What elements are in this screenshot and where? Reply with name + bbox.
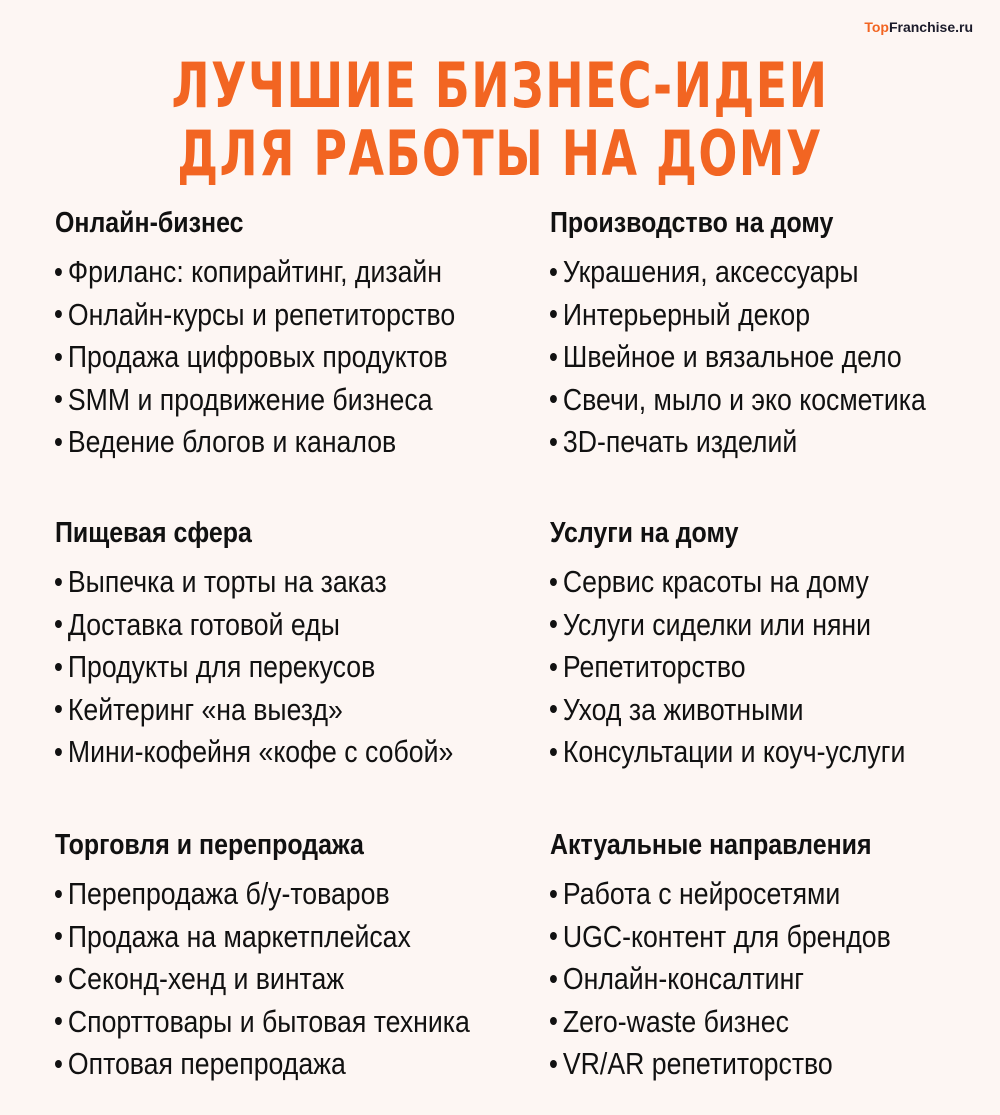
idea-list <box>55 873 515 1086</box>
bullet-icon <box>550 1060 557 1068</box>
list-item <box>550 336 946 379</box>
list-item-label: Спорттовары и бытовая техника <box>67 1003 470 1039</box>
list-item <box>55 916 451 959</box>
list-item <box>55 1043 451 1086</box>
list-item-label: Онлайн-консалтинг <box>562 961 805 996</box>
bullet-icon <box>550 395 557 403</box>
list-item <box>55 1001 470 1044</box>
bullet-icon <box>550 438 557 446</box>
bullet-icon <box>55 438 62 446</box>
bullet-icon <box>55 268 62 276</box>
bullet-icon <box>550 705 557 713</box>
brand-logo-part1: Top <box>864 19 889 35</box>
bullet-icon <box>550 975 557 983</box>
bullet-icon <box>55 310 62 318</box>
bullet-icon <box>550 620 557 628</box>
list-item <box>55 604 451 647</box>
bullet-icon <box>550 310 557 318</box>
list-item-label: Оптовая перепродажа <box>67 1046 346 1081</box>
page-title <box>0 49 1000 190</box>
list-item <box>55 251 451 294</box>
list-item-label: UGC-контент для брендов <box>562 918 891 954</box>
list-item-label: Свечи, мыло и эко косметика <box>562 381 926 417</box>
bullet-icon <box>550 268 557 276</box>
section-trade-resale <box>55 827 515 1086</box>
list-item-label: Работа с нейросетями <box>562 876 841 911</box>
bullet-icon <box>55 932 62 940</box>
page-title-line-1: ЛУЧШИЕ БИЗНЕС-ИДЕИ <box>171 49 829 122</box>
list-item-label: 3D-печать изделий <box>562 424 798 459</box>
list-item <box>55 731 454 774</box>
section-heading: Торговля и перепродажа <box>55 829 364 861</box>
list-item <box>55 421 451 464</box>
list-item-label: Секонд-хенд и винтаж <box>67 961 345 996</box>
idea-list <box>550 561 1000 774</box>
list-item <box>550 916 946 959</box>
section-heading: Актуальные направления <box>550 829 872 861</box>
list-item-label: Консультации и коуч-услуги <box>562 734 906 769</box>
bullet-icon <box>55 1017 62 1025</box>
idea-list <box>55 561 515 774</box>
list-item-label: VR/AR репетиторство <box>562 1046 833 1081</box>
list-item <box>550 251 946 294</box>
bullet-icon <box>550 663 557 671</box>
bullet-icon <box>55 975 62 983</box>
section-heading: Пищевая сфера <box>55 517 252 549</box>
bullet-icon <box>55 353 62 361</box>
bullet-icon <box>55 578 62 586</box>
bullet-icon <box>55 748 62 756</box>
list-item-label: Ведение блогов и каналов <box>67 424 397 459</box>
list-item-label: Перепродажа б/у-товаров <box>67 876 390 911</box>
bullet-icon <box>550 1017 557 1025</box>
list-item <box>550 1001 946 1044</box>
bullet-icon <box>550 932 557 940</box>
list-item-label: Репетиторство <box>562 649 746 684</box>
list-item-label: Кейтеринг «на выезд» <box>67 691 343 727</box>
list-item <box>550 421 946 464</box>
bullet-icon <box>550 748 557 756</box>
brand-logo-part2: Franchise.ru <box>888 19 973 35</box>
list-item-label: Zero-waste бизнес <box>562 1003 789 1039</box>
section-home-services <box>550 515 1000 774</box>
bullet-icon <box>55 663 62 671</box>
list-item-label: Мини-кофейня «кофе с собой» <box>67 734 454 769</box>
idea-list <box>550 251 1000 464</box>
bullet-icon <box>550 353 557 361</box>
list-item <box>550 294 946 337</box>
list-item <box>550 604 946 647</box>
list-item <box>55 294 456 337</box>
bullet-icon <box>55 1060 62 1068</box>
bullet-icon <box>550 578 557 586</box>
brand-logo <box>864 19 973 35</box>
section-heading: Производство на дому <box>550 207 834 239</box>
list-item-label: Украшения, аксессуары <box>562 254 859 289</box>
list-item <box>550 731 946 774</box>
section-food <box>55 515 515 774</box>
list-item-label: Интерьерный декор <box>562 296 811 332</box>
list-item-label: Швейное и вязальное дело <box>562 339 902 374</box>
list-item-label: Продукты для перекусов <box>67 649 376 684</box>
list-item-label: Услуги сиделки или няни <box>562 606 872 642</box>
list-item-label: Продажа цифровых продуктов <box>67 339 448 374</box>
list-item <box>55 958 451 1001</box>
list-item <box>55 689 451 732</box>
bullet-icon <box>55 705 62 713</box>
list-item <box>55 561 451 604</box>
list-item <box>550 379 946 422</box>
list-item-label: Уход за животными <box>562 691 804 727</box>
list-item <box>550 561 946 604</box>
list-item-label: Сервис красоты на дому <box>562 564 869 599</box>
bullet-icon <box>55 395 62 403</box>
list-item <box>55 379 451 422</box>
page-title-line-2: ДЛЯ РАБОТЫ НА ДОМУ <box>177 117 823 190</box>
list-item <box>550 958 946 1001</box>
section-trending-directions <box>550 827 1000 1086</box>
section-home-production <box>550 205 1000 464</box>
list-item-label: Онлайн-курсы и репетиторство <box>67 296 456 332</box>
section-online-business <box>55 205 515 464</box>
list-item-label: Выпечка и торты на заказ <box>67 564 387 599</box>
section-heading: Услуги на дому <box>550 517 739 549</box>
bullet-icon <box>55 620 62 628</box>
idea-list <box>550 873 1000 1086</box>
list-item-label: SMM и продвижение бизнеса <box>67 381 433 417</box>
list-item <box>550 646 946 689</box>
list-item <box>550 873 946 916</box>
list-item-label: Доставка готовой еды <box>67 606 340 642</box>
list-item <box>550 1043 946 1086</box>
list-item <box>55 336 451 379</box>
list-item-label: Фриланс: копирайтинг, дизайн <box>67 254 443 289</box>
list-item <box>55 646 451 689</box>
list-item-label: Продажа на маркетплейсах <box>67 918 411 954</box>
bullet-icon <box>55 890 62 898</box>
list-item <box>55 873 451 916</box>
list-item <box>550 689 946 732</box>
bullet-icon <box>550 890 557 898</box>
idea-list <box>55 251 515 464</box>
section-heading: Онлайн-бизнес <box>55 207 244 239</box>
